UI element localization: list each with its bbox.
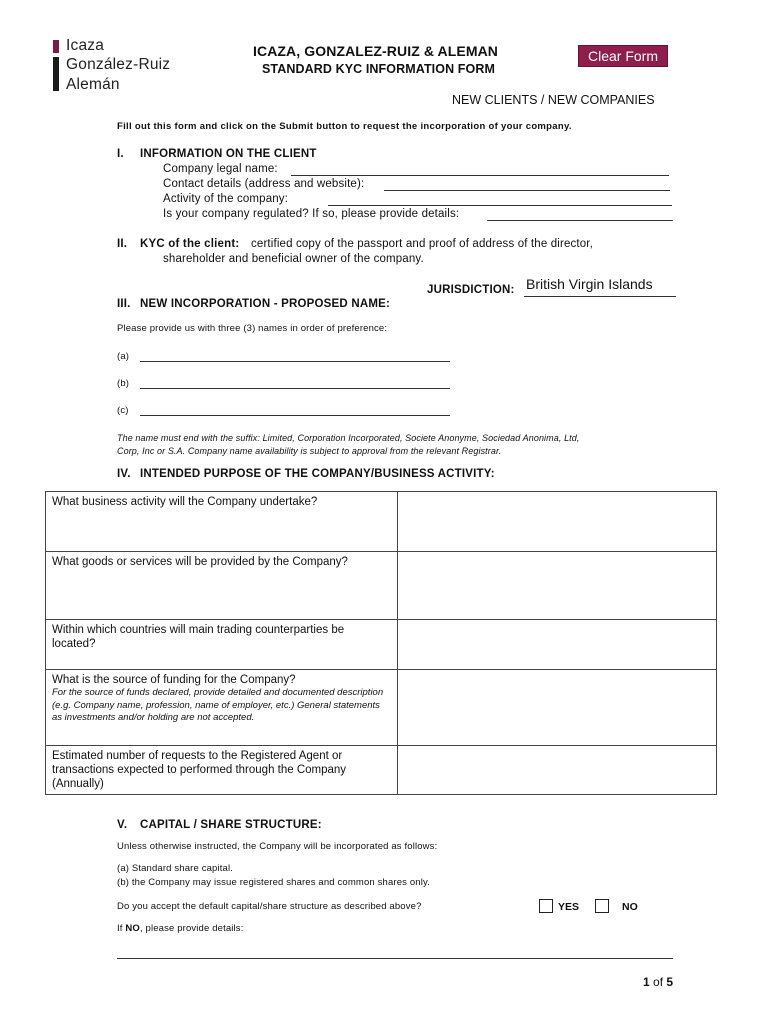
name-option-a-label: (a) [117,351,130,362]
no-checkbox[interactable] [595,899,609,913]
form-subtitle: STANDARD KYC INFORMATION FORM [262,62,495,76]
regulated-label: Is your company regulated? If so, please provide details: [163,208,460,220]
page-number [643,975,673,989]
table-row [46,552,717,620]
yes-label: YES [558,901,580,913]
question-cell [46,620,398,670]
company-activity-field[interactable] [328,205,672,206]
clear-form-button[interactable]: Clear Form [578,45,668,67]
company-activity-label: Activity of the company: [163,193,289,205]
if-no-bold: NO [125,923,140,934]
logo-accent-bar [53,40,59,53]
company-legal-name-label: Company legal name: [163,163,278,175]
table-row [46,492,717,552]
section-5-number: V. [117,819,128,831]
jurisdiction-value[interactable]: British Virgin Islands [526,276,653,292]
question-business-activity: What business activity will the Company undertake? [52,496,318,508]
logo-bar [53,57,59,91]
section-4-title: INTENDED PURPOSE OF THE COMPANY/BUSINESS ACTIVITY: [140,468,495,480]
proposed-names-intro: Please provide us with three (3) names in order of preference: [117,323,388,334]
section-2-title: KYC of the client: [140,238,240,250]
question-cell [46,670,398,746]
section-5-title: CAPITAL / SHARE STRUCTURE: [140,819,322,831]
contact-details-label: Contact details (address and website): [163,178,365,190]
no-label: NO [622,901,638,913]
answer-funding-source[interactable] [397,670,716,746]
logo-line-3: Alemán [66,76,120,93]
capital-item-b: (b) the Company may issue registered shares and common shares only. [117,877,430,888]
business-activity-table [45,491,717,795]
page-current: 1 [643,975,650,989]
name-option-c-field[interactable] [140,415,450,416]
regulated-details-field[interactable] [487,220,673,221]
jurisdiction-label: JURISDICTION: [427,284,515,296]
section-2-text-line-1: certified copy of the passport and proof of address of the director, [251,238,593,250]
section-3-title: NEW INCORPORATION - PROPOSED NAME: [140,298,391,310]
section-2-text-line-2: shareholder and beneficial owner of the company. [163,253,424,265]
section-3-number: III. [117,298,131,310]
table-row [46,620,717,670]
name-option-c-label: (c) [117,405,129,416]
yes-checkbox[interactable] [539,899,553,913]
name-suffix-note-line-1: The name must end with the suffix: Limited, Corporation Incorporated, Societe Anonyme, Sociedad Anonima, Ltd, [117,433,580,443]
form-title: ICAZA, GONZALEZ-RUIZ & ALEMAN [253,43,499,59]
if-no-prefix: If [117,923,126,934]
name-suffix-note-line-2: Corp, Inc or S.A. Company name availability is subject to approval from the relevant Registrar. [117,446,502,456]
page-of: of [649,975,667,989]
name-option-b-label: (b) [117,378,130,389]
capital-item-a: (a) Standard share capital. [117,863,233,874]
section-1-number: I. [117,148,124,160]
contact-details-field[interactable] [384,190,670,191]
table-row [46,746,717,795]
question-goods-services: What goods or services will be provided by the Company? [52,556,348,568]
name-option-b-field[interactable] [140,388,450,389]
section-1-title: INFORMATION ON THE CLIENT [140,148,317,160]
answer-trading-countries[interactable] [397,620,716,670]
capital-intro: Unless otherwise instructed, the Company will be incorporated as follows: [117,841,438,852]
capital-details-field[interactable] [117,958,673,959]
funding-source-hint: For the source of funds declared, provide detailed and documented description (e.g. Company name, profession, name of employer, etc.) General statements as investments and/or holding are not accepted. [52,687,384,723]
logo-line-2: González-Ruiz [66,56,171,73]
answer-business-activity[interactable] [397,492,716,552]
if-no-label [117,923,244,934]
if-no-suffix: , please provide details: [139,923,244,934]
question-trading-countries: Within which countries will main trading counterparties be located? [52,624,345,650]
accept-structure-question: Do you accept the default capital/share structure as described above? [117,901,422,912]
answer-goods-services[interactable] [397,552,716,620]
question-cell [46,746,398,795]
table-row [46,670,717,746]
question-cell [46,552,398,620]
jurisdiction-field-underline [524,296,676,297]
logo-line-1: Icaza [66,37,105,54]
question-funding-source: What is the source of funding for the Company? [52,674,296,686]
name-option-a-field[interactable] [140,361,450,362]
section-4-number: IV. [117,468,131,480]
page-total: 5 [666,975,674,989]
question-estimated-requests: Estimated number of requests to the Registered Agent or transactions expected to performed through the Company (Annually) [52,750,347,790]
company-legal-name-field[interactable] [291,175,669,176]
instructions: Fill out this form and click on the Submit button to request the incorporation of your company. [117,121,572,132]
question-cell [46,492,398,552]
answer-estimated-requests[interactable] [397,746,716,795]
new-clients-label: NEW CLIENTS / NEW COMPANIES [452,93,655,107]
section-2-number: II. [117,238,128,250]
